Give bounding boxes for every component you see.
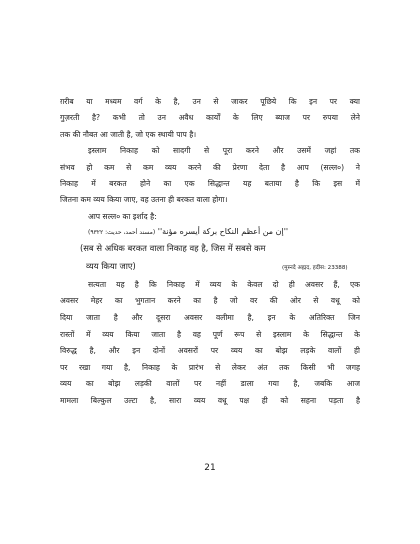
paragraph-1-line-2: गुज़रती है? कभी तो उन अवैध कार्यों के लिए ब्याज पर रुपया लेने: [60, 113, 360, 122]
paragraph-2-line-2: संभव हो कम से कम व्यय करने की प्रेरणा देता है आप (सल्ल०) ने: [60, 163, 360, 172]
paragraph-3-line-8: मामला बिल्कुल उल्टा है, सारा व्यय वधू पक्ष ही को सहना पड़ता है: [60, 396, 360, 405]
quote-translation-line-1: (सब से अधिक बरकत वाला निकाह वह है, जिस में सबसे कम: [80, 243, 266, 253]
arabic-hadith-text: ''إن من أعظم النكاح بركة أيسره مؤنة'': [157, 227, 289, 236]
quote-reference: (मुस्नदे अह्मद, हदीस: 23388): [282, 265, 348, 271]
page-number: 21: [204, 463, 216, 473]
paragraph-1-line-1: ग़रीब या मध्यम वर्ग के है, उन से जाकर पूछिये कि इन पर क्या: [60, 97, 360, 106]
paragraph-3-line-4: रास्तों में व्यय किया जाता है वह पूर्ण रूप से इस्लाम के सिद्धान्त के: [60, 330, 360, 339]
paragraph-2-line-4: जितना कम व्यय किया जाए, वह उतना ही बरकत वाला होगा।: [60, 195, 228, 204]
quote-translation-line-2: व्यय किया जाए): [86, 261, 136, 271]
quote-translation-line-2-row: [80, 260, 365, 272]
arabic-hadith-reference: (مسند أحمد، حديث: ٩٣٢٢): [88, 229, 156, 236]
arabic-hadith: [88, 226, 360, 239]
paragraph-3-line-2: अवसर मेहर का भुगतान करने का है जो वर की ओर से वधू को: [60, 296, 360, 305]
saying-intro: आप सल्ल० का इर्शाद है:: [88, 212, 157, 221]
paragraph-3-line-3: दिया जाता है और दूसरा अवसर वलीमा है, इन के अतिरिक्त जिन: [60, 313, 360, 322]
paragraph-2-line-3: निकाह में बरकत होने का एक सिद्धान्त यह बताया है कि इस में: [60, 179, 360, 188]
paragraph-3-line-5: विरुद्ध है, और इन दोनों अवसरों पर व्यय का बोझ लड़के वालों ही: [60, 346, 360, 355]
paragraph-3-line-1: सत्यता यह है कि निकाह में व्यय के केवल दो ही अवसर हैं, एक: [88, 280, 360, 289]
paragraph-1-line-3: तक की नौबत आ जाती है, जो एक स्थायी पाप है।: [60, 130, 197, 139]
paragraph-3-line-7: व्यय का बोझ लड़की वालों पर नहीं डाला गया है, जबकि आज: [60, 379, 360, 388]
paragraph-2-line-1: इस्लाम निकाह को सादगी से पूरा करने और उसमें जहां तक: [88, 146, 360, 155]
paragraph-3-line-6: पर रखा गया है, निकाह के प्रारंभ से लेकर अंत तक किसी भी जगह: [60, 363, 360, 372]
